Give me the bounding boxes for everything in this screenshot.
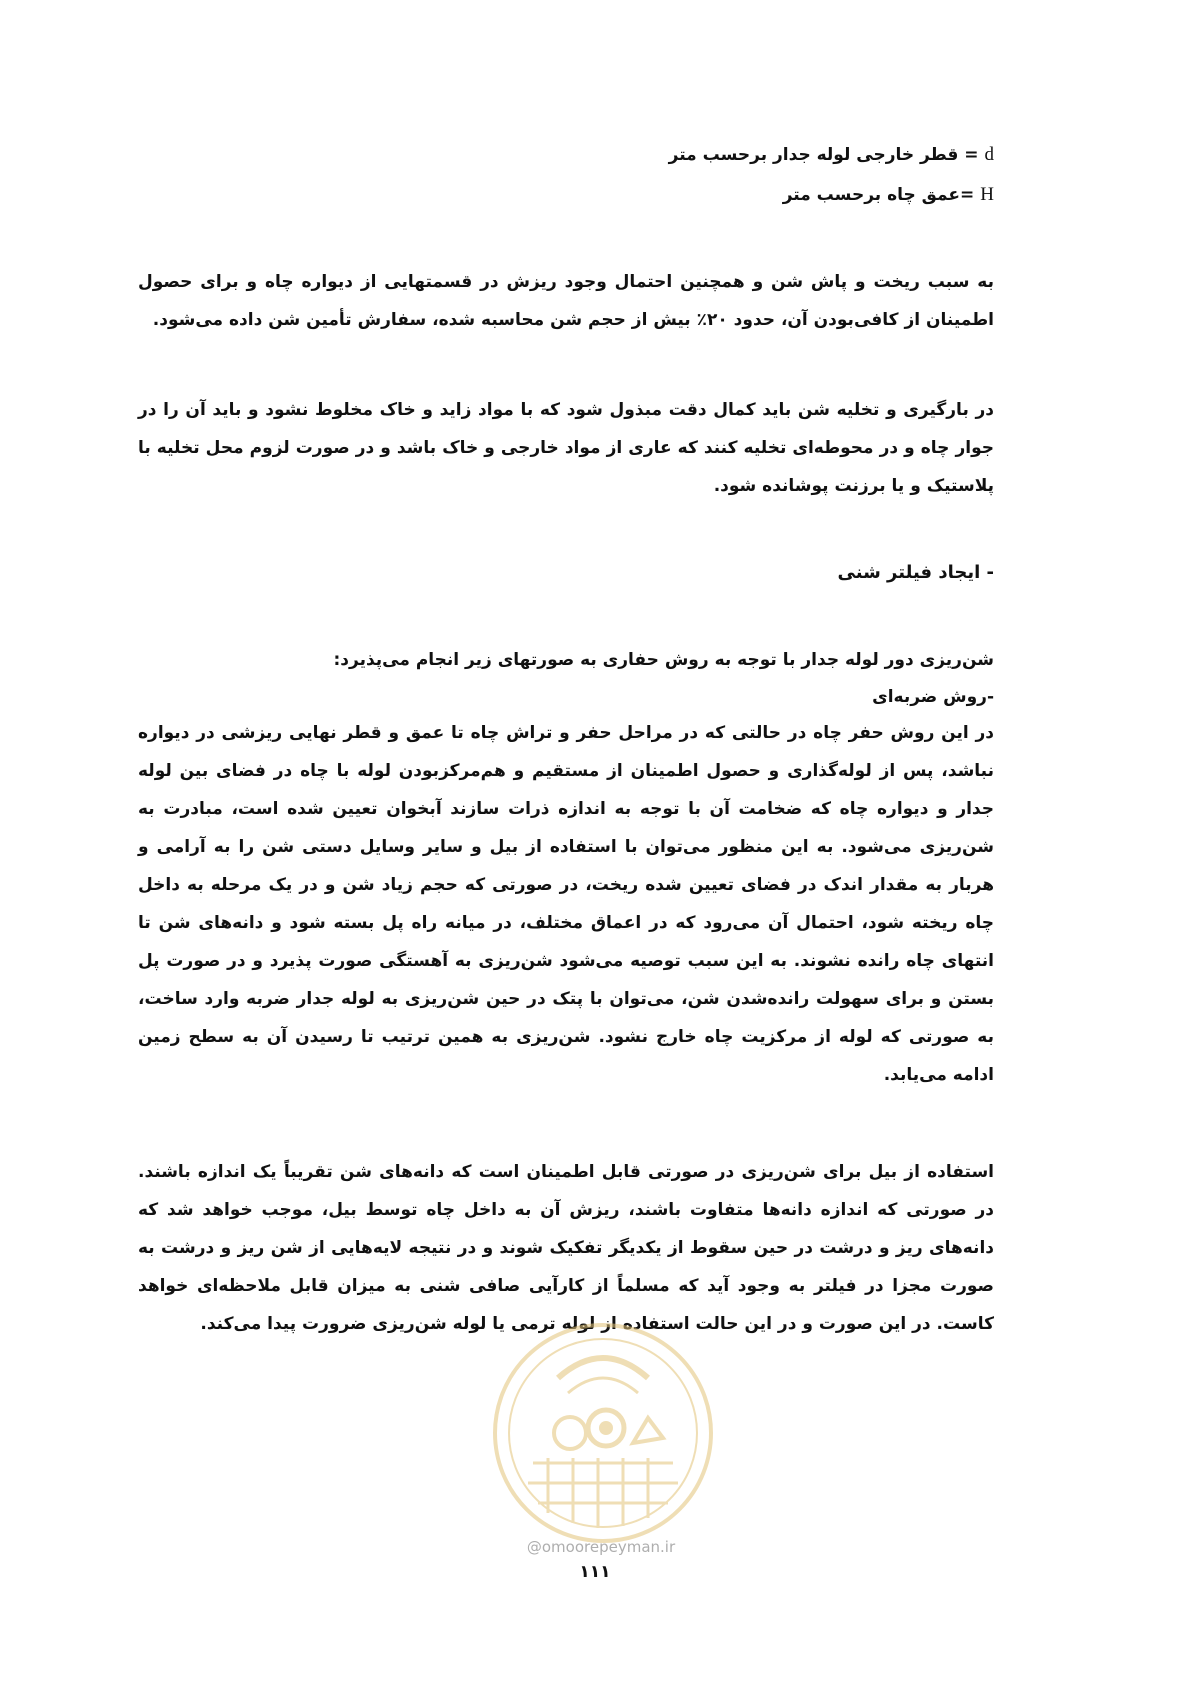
definition-h <box>783 180 994 210</box>
page-number: ۱۱۱ <box>579 1562 611 1582</box>
definition-d <box>669 140 994 170</box>
paragraph-percussion-method: در این روش حفر چاه در حالتی که در مراحل حفر و تراش چاه تا عمق و قطر نهایی ریزشی در دیواره نباشد، پس از لوله‌گذاری و حصول اطمینان از مستقیم و هم‌مرکزبودن لوله با چاه در فضای بین لوله جدار و دیواره چاه که ضخامت آن با توجه به اندازه ذرات سازند آبخوان تعیین شده است، مبادرت به شن‌ریزی می‌شود. به این منظور می‌توان با استفاده از بیل و سایر وسایل دستی شن را به آرامی و هربار به مقدار اندک در فضای تعیین شده ریخت، در صورتی که حجم زیاد شن و در یک مرحله به داخل چاه ریخته شود، احتمال آن می‌رود که در اعماق مختلف، در میانه راه پل بسته شود و دانه‌های شن تا انتهای چاه رانده نشوند. به این سبب توصیه می‌شود شن‌ریزی به آهستگی صورت پذیرد و در صورت پل بستن و برای سهولت رانده‌شدن شن، می‌توان با پتک در حین شن‌ریزی به لوله جدار ضربه وارد ساخت، به صورتی که لوله از مرکزیت چاه خارج نشود. شن‌ریزی به همین ترتیب تا رسیدن آن به سطح زمین ادامه می‌یابد. <box>138 723 994 1085</box>
paragraph-intro: شن‌ریزی دور لوله جدار با توجه به روش حفاری به صورتهای زیر انجام می‌پذیرد: <box>333 650 994 670</box>
definition-text: = قطر خارجی لوله جدار برحسب متر <box>668 145 979 165</box>
paragraph-shovel-use: استفاده از بیل برای شن‌ریزی در صورتی قابل اطمینان است که دانه‌های شن تقریباً یک اندازه باشند. در صورتی که اندازه دانه‌ها متفاوت باشند، ریزش آن به داخل چاه توسط بیل، موجب خواهد شد که دانه‌های ریز و درشت در حین سقوط از یکدیگر تفکیک شوند و در نتیجه لایه‌هایی از شن ریز و درشت به صورت مجزا در فیلتر به وجود آید که مسلماً از کارآیی صافی شنی به میزان قابل ملاحظه‌ای خواهد کاست. در این صورت و در این حالت استفاده از لوله ترمی یا لوله شن‌ریزی ضرورت پیدا می‌کند. <box>138 1162 994 1334</box>
section-heading: - ایجاد فیلتر شنی <box>837 562 994 583</box>
definition-text: =عمق چاه برحسب متر <box>782 185 975 205</box>
watermark-seal-icon <box>488 1318 718 1548</box>
paragraph-gravel-order: به سبب ریخت و پاش شن و همچنین احتمال وجود ریزش در قسمتهایی از دیواره چاه و برای حصول اطمینان از کافی‌بودن آن، حدود ۲۰٪ بیش از حجم شن محاسبه شده، سفارش تأمین شن داده می‌شود. <box>138 272 994 330</box>
definition-symbol: d <box>984 144 994 165</box>
definition-symbol: H <box>980 184 994 205</box>
watermark-url: @omoorepeyman.ir <box>526 1538 676 1556</box>
paragraph-gravel-unloading: در بارگیری و تخلیه شن باید کمال دقت مبذول شود که با مواد زاید و خاک مخلوط نشود و باید آن را در جوار چاه و در محوطه‌ای تخلیه کنند که عاری از مواد خارجی و خاک باشد و در صورت لزوم محل تخلیه با پلاستیک و یا برزنت پوشانده شود. <box>138 400 994 496</box>
sub-heading: -روش ضربه‌ای <box>872 687 994 707</box>
